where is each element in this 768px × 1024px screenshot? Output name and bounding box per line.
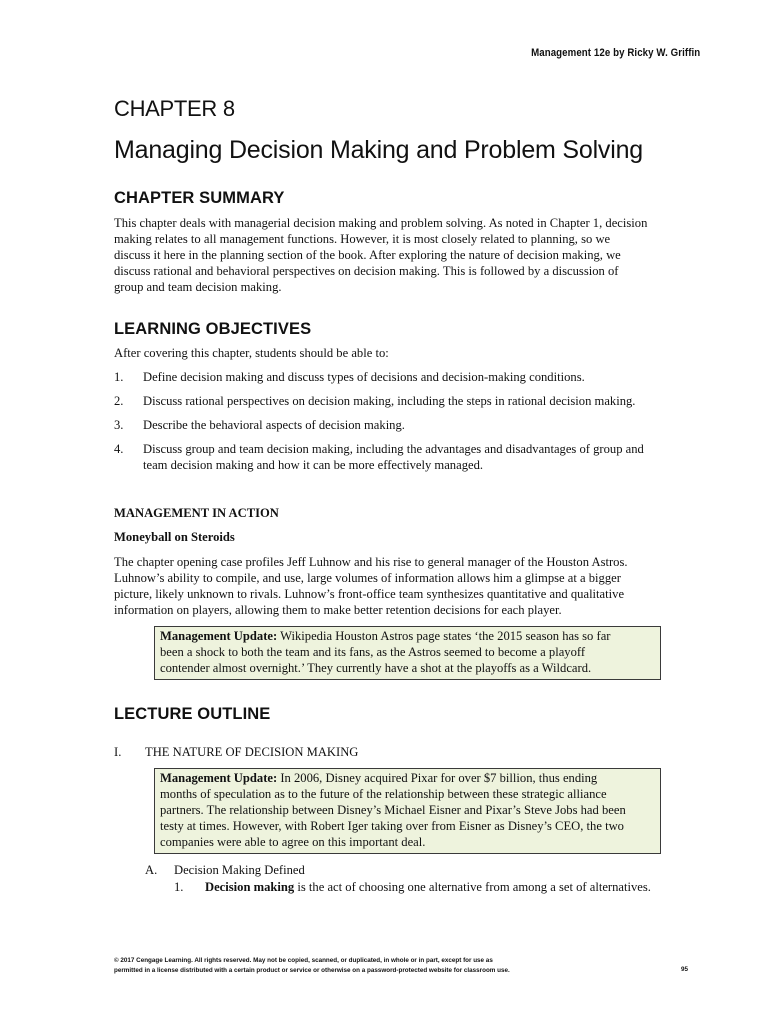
summary-line: making relates to all management functions. However, it is most closely related to planning, so we [114, 232, 611, 246]
summary-line: group and team decision making. [114, 280, 282, 294]
mia-line: The chapter opening case profiles Jeff Luhnow and his rise to general manager of the Houston Astros. [114, 555, 628, 569]
outline-sub-title: Decision Making Defined [174, 863, 305, 877]
mia-heading: MANAGEMENT IN ACTION [114, 506, 279, 520]
update-label: Management Update: [160, 771, 278, 785]
update-line: partners. The relationship between Disney’s Michael Eisner and Pixar’s Steve Jobs had been [160, 803, 626, 817]
objectives-heading: LEARNING OBJECTIVES [114, 320, 312, 338]
outline-section-number: I. [114, 745, 122, 759]
objective-number: 3. [114, 418, 124, 432]
objective-text-line: Discuss group and team decision making, including the advantages and disadvantages of group and [143, 442, 644, 456]
outline-sub-number: A. [145, 863, 158, 877]
update-line: testy at times. However, with Robert Iger taking over from Eisner as Disney’s CEO, the two [160, 819, 624, 833]
objective-number: 1. [114, 370, 124, 384]
update-line: Management Update: Wikipedia Houston Astros page states ‘the 2015 season has so far [160, 629, 611, 643]
update-line: contender almost overnight.’ They currently have a shot at the playoffs as a Wildcard. [160, 661, 592, 675]
mia-line: Luhnow’s ability to compile, and use, large volumes of information allows him a glimpse at a bigger [114, 571, 621, 585]
outline-item-text: Decision making is the act of choosing one alternative from among a set of alternatives. [205, 880, 651, 894]
lecture-heading: LECTURE OUTLINE [114, 705, 271, 723]
outline-section-title: THE NATURE OF DECISION MAKING [145, 745, 359, 759]
update-line: Management Update: In 2006, Disney acquired Pixar for over $7 billion, thus ending [160, 771, 598, 785]
chapter-label: CHAPTER 8 [114, 96, 235, 121]
management-update-box [154, 626, 661, 680]
objective-text-line: team decision making and how it can be more effectively managed. [143, 458, 484, 472]
update-line: companies were able to agree on this important deal. [160, 835, 426, 849]
update-line: months of speculation as to the future of the relationship between these strategic alliance [160, 787, 607, 801]
management-update-box [154, 768, 661, 854]
objective-number: 4. [114, 442, 124, 456]
objectives-intro: After covering this chapter, students should be able to: [114, 346, 389, 360]
page-number: 95 [680, 966, 688, 973]
objective-text: Discuss rational perspectives on decision making, including the steps in rational decision making. [143, 394, 636, 408]
running-header: Management 12e by Ricky W. Griffin [530, 47, 700, 59]
summary-line: discuss it here in the planning section of the book. After exploring the nature of decision making, we [114, 248, 621, 262]
update-line: been a shock to both the team and its fans, as the Astros seemed to become a playoff [160, 645, 586, 659]
objective-text [143, 441, 704, 473]
footer-line: © 2017 Cengage Learning. All rights reserved. May not be copied, scanned, or duplicated, in whole or in part, except for use as [114, 957, 493, 964]
objective-text: Define decision making and discuss types of decisions and decision-making conditions. [143, 370, 585, 384]
mia-subheading: Moneyball on Steroids [114, 530, 235, 544]
footer-line: permitted in a license distributed with a certain product or service or otherwise on a password-protected website for classroom use. [114, 967, 510, 974]
update-label: Management Update: [160, 629, 278, 643]
objective-number: 2. [114, 394, 124, 408]
mia-line: information on players, allowing them to make better retention decisions for each player. [114, 603, 562, 617]
mia-paragraph [114, 554, 704, 618]
summary-paragraph [114, 215, 704, 295]
chapter-title: Managing Decision Making and Problem Solving [114, 136, 643, 164]
summary-heading: CHAPTER SUMMARY [114, 189, 285, 207]
mia-line: picture, likely unknown to rivals. Luhnow’s front-office team synthesizes quantitative and qualitative [114, 587, 625, 601]
outline-item-number: 1. [174, 880, 184, 894]
copyright-footer [114, 956, 654, 976]
outline-item-term: Decision making [205, 880, 295, 894]
objective-text: Describe the behavioral aspects of decision making. [143, 418, 405, 432]
summary-line: This chapter deals with managerial decision making and problem solving. As noted in Chapter 1, decision [114, 216, 648, 230]
summary-line: discuss rational and behavioral perspectives on decision making. This is followed by a discussion of [114, 264, 619, 278]
